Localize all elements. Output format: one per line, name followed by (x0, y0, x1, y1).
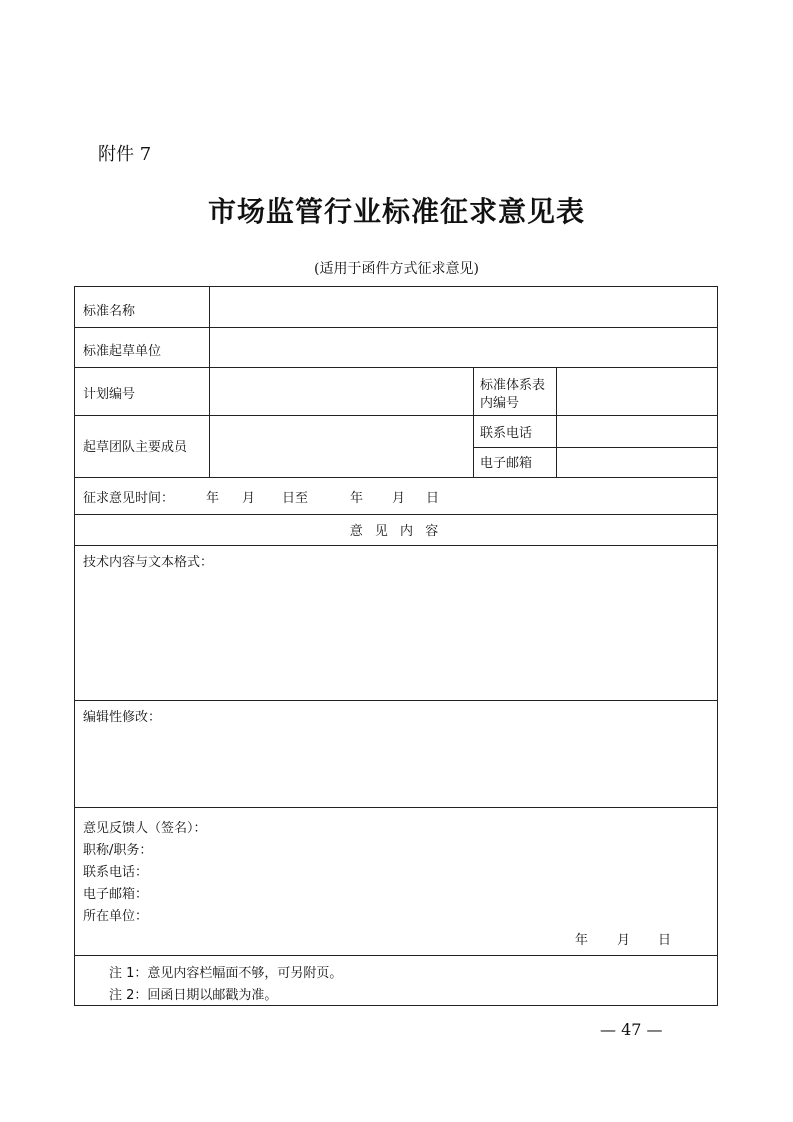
team-members-field[interactable] (211, 417, 471, 475)
period-day-to: 日至 (282, 491, 309, 506)
period-year1: 年 (206, 491, 220, 506)
row-divider (75, 545, 717, 546)
row-divider (75, 700, 717, 701)
drafting-unit-label: 标准起草单位 (83, 344, 162, 359)
period-label: 征求意见时间： (83, 491, 175, 506)
feedback-unit-label: 所在单位： (83, 909, 149, 924)
period-month2: 月 (392, 491, 406, 506)
row-divider (75, 367, 717, 368)
email-label: 电子邮箱 (480, 456, 533, 471)
system-table-number-label-line1: 标准体系表 (480, 378, 546, 393)
team-members-label: 起草团队主要成员 (83, 440, 188, 455)
system-table-number-label-line2: 内编号 (480, 396, 520, 411)
opinion-content-header: 意 见 内 容 (349, 524, 443, 539)
email-field[interactable] (558, 449, 715, 475)
feedback-person-label: 意见反馈人（签名）： (83, 821, 207, 836)
page-subtitle: (适用于函件方式征求意见) (314, 261, 479, 277)
drafting-unit-field[interactable] (211, 329, 715, 365)
period-month1: 月 (242, 491, 256, 506)
feedback-date-month: 月 (617, 933, 631, 948)
note-2: 注 2：回函日期以邮戳为准。 (109, 988, 278, 1003)
standard-name-field[interactable] (283, 289, 715, 325)
feedback-email-label: 电子邮箱： (83, 887, 149, 902)
row-divider (473, 447, 717, 448)
technical-content-area[interactable] (79, 577, 713, 695)
period-year2: 年 (350, 491, 364, 506)
standard-name-label: 标准名称 (83, 304, 136, 319)
technical-content-label: 技术内容与文本格式： (83, 555, 214, 570)
row-divider (75, 955, 717, 956)
feedback-title-label: 职称/职务： (83, 843, 153, 858)
period-day2: 日 (426, 491, 440, 506)
feedback-phone-label: 联系电话： (83, 865, 149, 880)
plan-number-field[interactable] (211, 369, 471, 413)
attachment-label: 附件 7 (98, 144, 152, 165)
opinion-form-table (74, 286, 718, 1006)
column-divider (209, 287, 210, 477)
page-title: 市场监管行业标准征求意见表 (207, 195, 585, 228)
column-divider (556, 367, 557, 477)
row-divider (75, 327, 717, 328)
system-table-number-field[interactable] (558, 369, 715, 413)
page-number: — 47 — (600, 1020, 663, 1039)
row-divider (75, 415, 717, 416)
contact-phone-label: 联系电话 (480, 426, 533, 441)
contact-phone-field[interactable] (558, 417, 715, 445)
feedback-date-year: 年 (575, 933, 589, 948)
row-divider (75, 514, 717, 515)
column-divider (473, 367, 474, 477)
editorial-changes-area[interactable] (79, 732, 713, 802)
note-1: 注 1：意见内容栏幅面不够，可另附页。 (109, 966, 343, 981)
row-divider (75, 807, 717, 808)
feedback-date-day: 日 (658, 933, 672, 948)
row-divider (75, 477, 717, 478)
plan-number-label: 计划编号 (83, 387, 136, 402)
editorial-changes-label: 编辑性修改： (83, 710, 162, 725)
